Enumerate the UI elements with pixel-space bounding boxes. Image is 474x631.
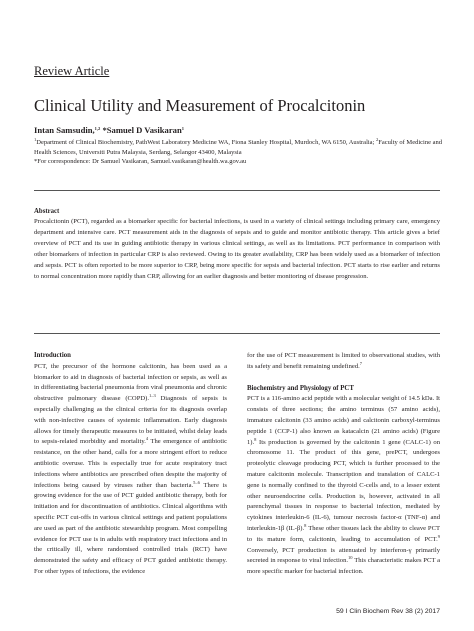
abstract-heading: Abstract	[34, 208, 60, 215]
left-column	[34, 351, 227, 578]
section-label: Review Article	[34, 64, 110, 78]
citation: 4	[145, 436, 149, 442]
affiliation-text: Faculty of Medicine and Health Sciences, Universiti Putra Malaysia, Serdang, Selangor 43400, Malaysia	[34, 139, 442, 156]
citation: 8	[304, 522, 307, 528]
body-paragraph: PCT is a 116-amino acid peptide with a molecular weight of 14.5 kDa. It consists of three sections; the amino terminus (57 amino acids), immature calcitonin (33 amino acids) and calcitonin carboxyl-terminus peptide 1 (CCP-1) also known as katacalcin (21 amino acids) (Figure 1).$^8$ Its production is governed by the calcitonin 1 gene (CALC-1) on chromosome 11. The product of this gene, prePCT, undergoes proteolytic cleavage producing PCT, which is further processed to the mature calcitonin molecule. Transcription and translation of CALC-1 gene is normally confined to the thyroid C-cells and, to a lesser extent other neuroendocrine cells. Production is, however, activated in all parenchymal tissues in response to bacterial infection, mediated by cytokines interleukin-6 (IL-6), tumour necrosis factor-α (TNF-α) and interleukin-1β (IL-β).$^8$ These other tissues lack the ability to cleave PCT to its mature form, calcitonin, leading to accumulation of PCT.$^9$ Conversely, PCT production is attenuated by interferon-γ primarily secreted in response to viral infection.$^{10}$ This characteristic makes PCT a more specific marker for bacterial infection.	[247, 395, 441, 576]
abstract-text: Procalcitonin (PCT), regarded as a biomarker specific for bacterial infections, is used in a variety of clinical settings including primary care, emergency department and intensive care. PCT measurement aids in the diagnosis of sepsis and to guide and monitor antibiotic therapy. This article gives a brief overview of PCT and its use in guiding antibiotic therapy in various clinical settings, as well as its limitations. PCT performance in comparison with other biomarkers of infection in particular CRP is also reviewed. Owing to its greater availability, CRP has been widely used as a biomarker of infection and sepsis. PCT is often reported to be more superior to CRP, being more specific for sepsis and bacterial infection. PCT starts to rise earlier and returns to normal concentration more rapidly than CRP, allowing for an earlier diagnosis and better monitoring of disease progression.	[34, 218, 440, 280]
citation: 10	[348, 555, 353, 561]
citation: 5–6	[193, 479, 200, 485]
divider	[34, 333, 440, 334]
citation: 1–3	[148, 393, 156, 399]
affiliation-marker: 1,2	[94, 126, 101, 131]
body-paragraph: for the use of PCT measurement is limited to observational studies, with its safety and benefit remaining undefined.$^7$	[247, 352, 440, 370]
affiliation-marker: 1	[181, 126, 184, 131]
body-paragraph: PCT, the precursor of the hormone calcitonin, has been used as a biomarker to aid in diagnosis of bacterial infection or sepsis, as well as in differentiating bacterial pneumonia from viral pneumonia and chronic obstructive pulmonary disease (COPD).$^{1-3}$ Diagnosis of sepsis is especially challenging as the clinical criteria for its diagnosis overlap with non-infective causes of systemic inflammation. Early diagnosis allows for timely therapeutic measures to be initiated, whilst delay leads to sepsis-related morbidity and mortality.$^4$ The emergence of antibiotic resistance, on the other hand, calls for a more stringent effort to reduce antibiotic overuse. This is especially true for acute respiratory tract infections where antibiotics are prescribed often despite the majority of infections being caused by viruses rather than bacteria.$^{5-6}$ There is growing evidence for the use of PCT guided antibiotic therapy, both for initiation and for discontinuation of antibiotics. Clinical algorithms with specific PCT cut-offs in various clinical settings and patient populations are used as part of the antibiotic stewardship program. Most compelling evidence for PCT use is in adults with respiratory tract infections and in the critically ill, where randomised controlled trials (RCT) have demonstrated the safety and efficacy of PCT guided antibiotic therapy. For other types of infections, the evidence	[34, 362, 227, 575]
citation: 8	[254, 436, 257, 442]
author-name: Intan Samsudin,	[34, 125, 95, 135]
affiliations	[34, 138, 442, 167]
affiliation-marker: 1	[34, 137, 37, 142]
correspondence: *For correspondence: Dr Samuel Vasikaran, Samuel.vasikaran@health.wa.gov.au	[34, 158, 247, 165]
article-title: Clinical Utility and Measurement of Procalcitonin	[34, 96, 366, 115]
page-footer: 59 I Clin Biochem Rev 38 (2) 2017	[336, 608, 440, 615]
affiliation-text: Department of Clinical Biochemistry, PathWest Laboratory Medicine WA, Fiona Stanley Hospital, Murdoch, WA 6150, Australia;	[36, 139, 376, 146]
section-heading: Biochemistry and Physiology of PCT	[247, 384, 354, 392]
author-list	[34, 125, 184, 135]
author-name: *Samuel D Vasikaran	[100, 125, 182, 135]
citation: 7	[359, 360, 363, 366]
section-heading: Introduction	[34, 352, 71, 359]
divider	[34, 190, 440, 191]
citation: 9	[437, 533, 440, 539]
right-column	[247, 351, 440, 578]
affiliation-marker: 2	[376, 137, 379, 142]
